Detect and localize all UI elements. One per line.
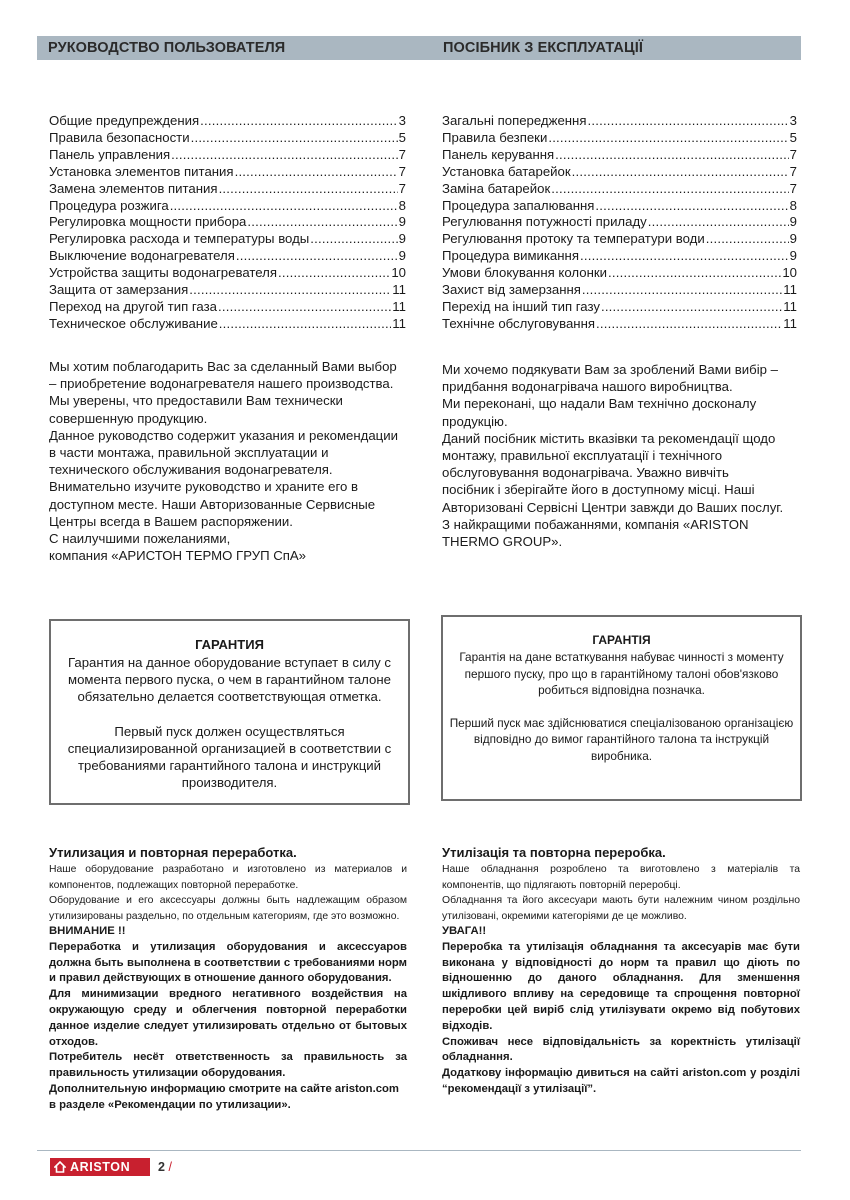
toc-page: 5 [398,129,406,145]
toc-label: Захист від замерзання [442,282,581,298]
toc-leader [219,316,392,333]
header-title-ru: РУКОВОДСТВО ПОЛЬЗОВАТЕЛЯ [48,40,286,56]
toc-row[interactable] [49,198,406,215]
toc-leader [596,316,782,333]
warranty-title: ГАРАНТІЯ [592,633,651,647]
recycling-text: Переработка и утилизация оборудования и аксессуаров должна быть выполнена в соответствии с требованиями норм и правил действующих в отношение данного оборудования. [49,940,407,985]
toc-label: Процедура розжига [49,197,169,213]
page-number-slash: / [168,1160,172,1174]
toc-leader [648,214,789,231]
toc-row[interactable] [442,147,797,164]
toc-row[interactable] [442,113,797,130]
toc-page: 7 [398,146,406,162]
toc-row[interactable] [49,164,406,181]
toc-page: 9 [789,231,797,247]
footer-divider [37,1150,801,1151]
toc-label: Панель управления [49,146,171,162]
toc-row[interactable] [442,265,797,282]
recycling-text: Оборудование и его аксессуары должны быть надлежащим образом утилизированы раздельно, по отдельным категориям, где это возможно. [49,895,407,922]
page-number-value: 2 [158,1160,165,1174]
warranty-text: Гарантія на дане встаткування набуває чинності з моменту першого пуску, про що в гарантійному талоні обов'язково робиться відповідна позначка. [459,650,784,698]
toc-label: Правила безпеки [442,129,548,145]
page-number [158,1160,172,1174]
recycling-ua [442,845,800,1098]
toc-leader [601,299,782,316]
toc-page: 3 [398,113,406,128]
ariston-logo [50,1158,150,1176]
toc-label: Панель керування [442,146,555,162]
recycling-text: Обладнання та його аксесуари мають бути належним чином роздільно утилізовані, окремими категоріями де це можливо. [442,895,800,922]
toc-leader [219,181,398,198]
intro-paragraph: Внимательно изучите руководство и храните его в доступном месте. Наши Авторизованные Сервисные Центры всегда в Вашем распоряжении. [49,479,376,529]
intro-ru [49,358,399,564]
warranty-text: Перший пуск має здійснюватися спеціалізованою організацією відповідно до вимог гарантійного талона та інструкцій виробника. [449,715,794,763]
toc-page: 7 [398,180,406,196]
toc-row[interactable] [49,265,406,282]
toc-label: Регулювання потужності приладу [442,214,647,230]
toc-leader [247,214,397,231]
toc-leader [170,198,398,215]
toc-label: Выключение водонагревателя [49,248,235,264]
recycling-text: Додаткову інформацію дивиться на сайті ariston.com у розділі “рекомендації з утилізації”. [442,1067,800,1095]
toc-leader [555,147,789,164]
toc-label: Загальні попередження [442,113,587,128]
toc-leader [595,198,788,215]
toc-row[interactable] [442,198,797,215]
toc-row[interactable] [49,248,406,265]
toc-leader [551,181,788,198]
intro-ua [442,361,784,550]
toc-row[interactable] [49,214,406,231]
toc-row[interactable] [49,147,406,164]
toc-page: 5 [789,129,797,145]
toc-page: 10 [782,265,797,281]
warranty-box-ru [49,619,410,805]
toc-leader [548,130,788,147]
toc-row[interactable] [49,130,406,147]
toc-page: 7 [789,146,797,162]
recycling-title: Утилизация и повторная переработка. [49,845,297,860]
toc-label: Технічне обслуговування [442,315,596,331]
toc-label: Установка элементов питания [49,163,234,179]
toc-row[interactable] [49,299,406,316]
toc-page: 9 [398,248,406,264]
recycling-text: Наше обладнання розроблено та виготовлено з матеріалів та компонентів, що підлягають повторній переробці. [442,864,800,891]
intro-paragraph: Мы уверены, что предоставили Вам технически совершенную продукцию. [49,393,343,426]
recycling-title: Утилізація та повторна переробка. [442,845,666,860]
toc-page: 10 [391,265,406,281]
recycling-ru [49,845,407,1114]
intro-paragraph: Мы хотим поблагодарить Вас за сделанный Вами выбор – приобретение водонагревателя нашего производства. [49,359,397,392]
toc-ua [442,113,797,333]
toc-leader [218,299,391,316]
recycling-text: Переробка та утилізація обладнання та аксесуарів має бути виконана у відповідності до норм та правил що діють по відношенню до даного обладнання. Для зменшення шкідливого впливу на середовище та спрощення повторної переробки цей виріб слід утилізувати окремо від побутових відходів. [442,940,800,1032]
toc-leader [572,164,789,181]
header-title-ua: ПОСІБНИК З ЕКСПЛУАТАЦІЇ [443,40,643,56]
toc-row[interactable] [442,248,797,265]
recycling-text: Для минимизации вредного негативного воздействия на окружающую среду и облегчения повторной переработки данное изделие следует утилизировать отдельно от бытовых отходов. [49,988,407,1048]
recycling-warning: ВНИМАНИЕ !! [49,925,126,937]
toc-ru [49,113,406,333]
toc-page: 9 [789,214,797,230]
toc-label: Техническое обслуживание [49,315,218,331]
toc-leader [608,265,781,282]
toc-page: 11 [392,315,406,331]
toc-label: Правила безопасности [49,129,190,145]
toc-row[interactable] [442,282,797,299]
toc-page: 9 [398,231,406,247]
toc-label: Умови блокування колонки [442,265,607,281]
warranty-text: Гарантия на данное оборудование вступает в силу с момента первого пуска, о чем в гарантийном талоне обязательно делается соответствующая отметка. [67,655,392,705]
recycling-text: Дополнительную информацию смотрите на сайте ariston.com в разделе «Рекомендации по утилизации». [49,1082,399,1111]
ariston-house-icon [54,1161,66,1173]
toc-page: 11 [783,315,797,331]
intro-paragraph: С наилучшими пожеланиями, [49,531,231,547]
toc-row[interactable] [49,282,406,299]
toc-page: 11 [392,282,406,298]
recycling-text: Наше оборудование разработано и изготовлено из материалов и компонентов, подлежащих повторной переработке. [49,864,407,891]
toc-row[interactable] [49,231,406,248]
toc-page: 8 [398,197,406,213]
toc-page: 9 [789,248,797,264]
intro-paragraph: З найкращими побажаннями, компанія «ARISTON THERMO GROUP». [442,516,749,550]
recycling-warning: УВАГА!! [442,925,487,937]
toc-leader [582,282,782,299]
toc-leader [189,282,391,299]
toc-leader [235,164,398,181]
warranty-title: ГАРАНТИЯ [195,637,264,652]
brand-name: ARISTON [70,1160,131,1174]
toc-label: Устройства защиты водонагревателя [49,265,277,281]
toc-row[interactable] [442,181,797,198]
toc-row[interactable] [442,231,797,248]
recycling-text: Споживач несе відповідальність за коректність утилізації обладнання. [442,1035,800,1064]
toc-leader [587,113,788,130]
toc-row[interactable] [442,316,797,333]
intro-paragraph: Ми переконані, що надали Вам технічно досконалу продукцію. [442,396,757,429]
toc-label: Регулировка мощности прибора [49,214,247,230]
toc-label: Процедура вимикання [442,248,579,264]
toc-leader [310,231,397,248]
toc-row[interactable] [442,130,797,147]
toc-row[interactable] [49,181,406,198]
toc-page: 9 [398,214,406,230]
toc-leader [200,113,398,130]
toc-page: 11 [392,298,406,314]
toc-label: Установка батарейок [442,163,571,179]
toc-page: 11 [783,282,797,298]
toc-page: 7 [789,163,797,179]
toc-page: 7 [789,180,797,196]
toc-leader [171,147,398,164]
toc-label: Перехід на інший тип газу [442,298,600,314]
toc-label: Регулювання протоку та температури води [442,231,705,247]
toc-row[interactable] [442,299,797,316]
warranty-box-ua [441,615,802,801]
toc-leader [191,130,398,147]
toc-label: Переход на другой тип газа [49,298,217,314]
toc-label: Заміна батарейок [442,180,551,196]
toc-page: 3 [789,113,797,128]
toc-label: Защита от замерзания [49,282,189,298]
intro-paragraph: Даний посібник містить вказівки та рекомендації щодо монтажу, правильної експлуатації і технічного обслуговування водонагрівача. Уважно вивчіть посібник і зберігайте його в доступному місці. Наші Авторизовані Сервісні Центри завжди до Ваших послуг. [442,430,784,515]
toc-page: 8 [789,197,797,213]
toc-row[interactable] [442,164,797,181]
intro-paragraph: компания «АРИСТОН ТЕРМО ГРУП СпА» [49,548,307,564]
toc-label: Регулировка расхода и температуры воды [49,231,310,247]
intro-paragraph: Данное руководство содержит указания и рекомендации в части монтажа, правильной эксплуатации и технического обслуживания водонагревателя. [49,427,398,478]
toc-label: Процедура запалювання [442,197,595,213]
toc-leader [278,265,390,282]
toc-row[interactable] [442,214,797,231]
intro-paragraph: Ми хочемо подякувати Вам за зроблений Вами вибір – придбання водонагрівача нашого виробництва. [442,362,778,395]
recycling-text: Потребитель несёт ответственность за правильность за правильность утилизации оборудования. [49,1051,407,1080]
toc-label: Общие предупреждения [49,113,200,128]
toc-leader [580,248,789,265]
toc-leader [236,248,398,265]
toc-page: 11 [783,298,797,314]
warranty-text: Первый пуск должен осуществляться специализированной организацией в соответствии с требованиями гарантийного талона и инструкций производителя. [67,723,392,791]
toc-page: 7 [398,163,406,179]
toc-leader [706,231,789,248]
toc-row[interactable] [49,113,406,130]
toc-label: Замена элементов питания [49,180,218,196]
toc-row[interactable] [49,316,406,333]
